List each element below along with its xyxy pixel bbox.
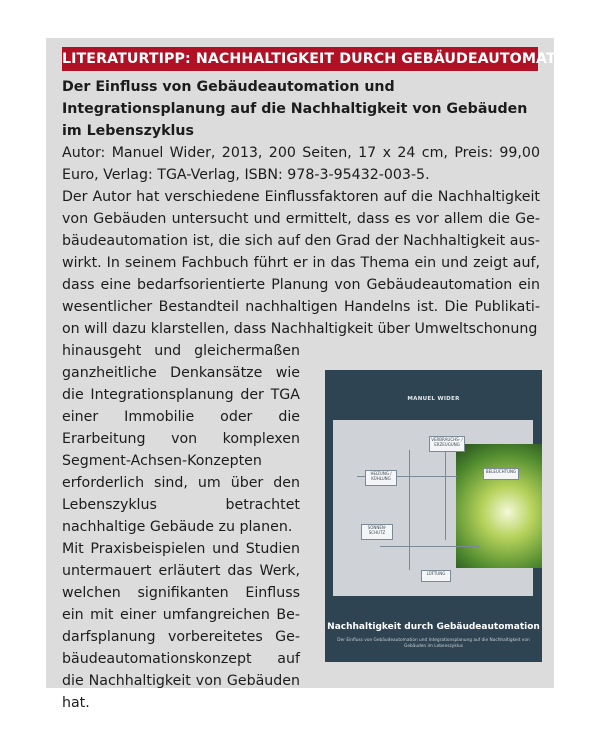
body-column-paragraph-1: hinausgeht und gleichermaßen ganzheitliche Denkansätze wie die Integrationsplanung der TGA einer Immobilie oder die Erarbeitung von komplexen Segment-Achsen-Konzepten erforderlich sind, um über den Lebenszyklus betrachtet nachhaltige Gebäude zu planen. (62, 343, 300, 535)
book-meta: Autor: Manuel Wider, 2013, 200 Seiten, 17 x 24 cm, Preis: 99,00 Euro, Verlag: TGA-Verlag, ISBN: 978-3-95432-003-5. (62, 145, 540, 183)
diagram-line (380, 546, 480, 547)
body-column-paragraph-2: Mit Praxisbeispielen und Studien untermauert erläutert das Werk, welchen signifikanten Einfluss ein mit einer umfangreichen Bedarfsplanung vorbereitetes Gebäudeautomationskonzept auf die Nachhaltigkeit von Gebäuden hat. (62, 541, 300, 711)
diagram-box: SONNEN-SCHUTZ (361, 524, 393, 540)
diagram-line (409, 450, 410, 570)
book-cover-title: Nachhaltigkeit durch Gebäudeautomation (327, 622, 540, 632)
diagram-box: BELEUCHTUNG (483, 468, 519, 480)
article-content (62, 76, 540, 711)
diagram-line (445, 450, 446, 540)
book-title: Der Einfluss von Gebäudeautomation und Integrationsplanung auf die Nachhaltigkeit von Gebäuden im Lebenszyklus (62, 79, 528, 139)
diagram-box: VERBRAUCHS- / ERZEUGUNG (429, 436, 465, 452)
body-paragraph: Der Autor hat verschiedene Einflussfaktoren auf die Nachhaltigkeit von Gebäuden untersucht und ermittelt, dass es vor allem die Gebäudeautomation ist, die sich auf den Grad der Nachhaltigkeit auswirkt. In seinem Fachbuch führt er in das Thema ein und zeigt auf, dass eine bedarfsorientierte Planung von Gebäudeautomation ein wesentlicher Bestandteil nachhaltigen Handelns ist. Die Publikation will dazu klarstellen, dass Nachhaltigkeit über Umweltschonung (62, 189, 540, 337)
book-cover-subtitle: Der Einfluss von Gebäudeautomation und Integrationsplanung auf die Nachhaltigkeit von Gebäuden im Lebenszyklus (337, 638, 530, 649)
banner-heading: LITERATURTIPP: NACHHALTIGKEIT DURCH GEBÄUDEAUTOMATION (62, 47, 538, 71)
book-cover-author: MANUEL WIDER (407, 396, 460, 402)
diagram-box: HEIZUNG / KÜHLUNG (365, 470, 397, 486)
book-cover-leaves-photo (456, 444, 542, 568)
body-column (62, 340, 300, 714)
book-cover-image (325, 370, 542, 662)
body-two-column (62, 340, 540, 711)
literature-tip-panel (46, 38, 586, 711)
diagram-box: LÜFTUNG (421, 570, 451, 582)
